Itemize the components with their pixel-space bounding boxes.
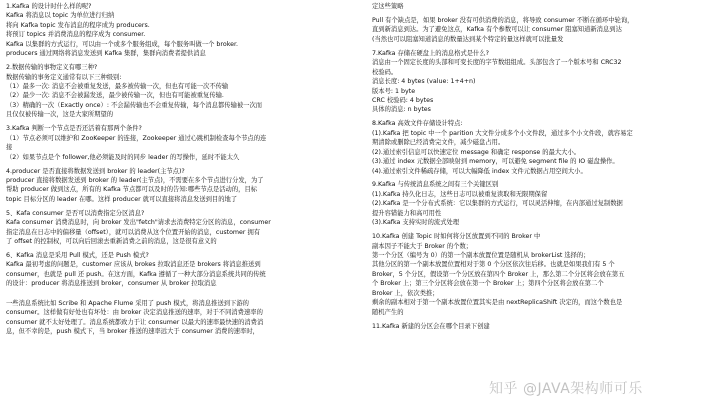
text-line: Broker，5 个分区，假设第一个分区放在第四个 Broker 上，那么第二个分区将会放在第五 <box>372 270 625 278</box>
text-line: Broker 上，依次类推； <box>372 289 439 297</box>
text-line: (2).Kafka 是一个分布式系统：它以集群的方式运行，可以灵活伸缩，在内部通过复制数据 <box>372 200 623 208</box>
text-line: 直到新消息到达。为了避免这点，Kafka 有个参数可以让 consumer 阻塞知道新消息到达 <box>372 26 622 34</box>
watermark: 知乎 @JAVA架构师可乐 <box>489 381 643 397</box>
section-q6d <box>372 16 714 44</box>
text-line: 接 <box>6 144 13 152</box>
text-line: (4).通过索引文件稀疏存储，可以大幅降低 index 文件元数据占用空间大小。 <box>372 167 587 175</box>
section-heading: 10.Kafka 创建 Topic 时如何将分区放置到不同的 Broker 中 <box>372 233 541 241</box>
text-line: (3).Kafka 支持实时的流式处理 <box>372 219 460 227</box>
section-q9 <box>372 180 714 227</box>
text-line: 期清除或删除已经消费完文件，减少磁盘占用。 <box>372 139 505 147</box>
text-line: 校验码。 <box>372 68 398 76</box>
text-line: (当然也可以阻塞知道消息的数量达到某个特定的量这样就可以批量发 <box>372 35 564 43</box>
text-line: 版本号: 1 byte <box>372 87 416 95</box>
text-line: 帮助 producer 做到这点，所有的 Kafka 节点都可以及时的告知:哪些节点是活动的，目标 <box>6 186 258 194</box>
section-q11 <box>372 322 714 331</box>
section-q6c <box>372 2 714 11</box>
section-heading: Pull 有个缺点是，如果 broker 没有可供消费的消息，将导致 consumer 不断在循环中轮询， <box>372 16 634 24</box>
section-q7 <box>372 49 714 115</box>
section-q10 <box>372 232 714 317</box>
section-heading: 7.Kafka 存储在硬盘上的消息格式是什么? <box>372 49 489 57</box>
text-line: consumer，也就是 pull 还 push。在这方面，Kafka 遵循了一种大部分消息系统共同的传统 <box>6 270 266 278</box>
text-line: producer 直接将数据发送到 broker 的 leader(主节点)，不需要在多个节点进行分发，为了 <box>6 176 264 184</box>
section-q6b <box>6 299 358 337</box>
text-line: (1).Kafka 持久化日志，这些日志可以被重复读取和无限期保留 <box>372 190 548 198</box>
text-line: (1).Kafka 把 topic 中一个 parition 大文件分成多个小文件段，通过多个小文件段，就容易定 <box>372 129 633 137</box>
right-column <box>372 2 714 331</box>
text-line: producers 通过网络将消息发送到 Kafka 集群，集群向消费者提供消息 <box>6 50 206 58</box>
text-line: consumer。这样做有好处也有坏处：由 broker 决定消息推送的速率，对于不同消费速率的 <box>6 309 263 317</box>
section-q1 <box>6 2 358 59</box>
text-line: 其他分区的第一个副本放置位置相对于第 0 个分区依次往后移。也就是如果我们有 5 个 <box>372 261 615 269</box>
text-line: 个 Broker 上；第三个分区将会放在第一个 Broker 上；第四个分区将会放在第二个 <box>372 280 604 288</box>
section-q6 <box>6 251 358 289</box>
left-column <box>6 2 358 337</box>
text-line: topic 目标分区的 leader 在哪。这样 producer 就可以直接将消息发送到目的地了 <box>6 195 238 203</box>
text-line: 了 offset 的控制权，可以向后回滚去重新消费之前的消息，这是很有意义的 <box>6 238 217 246</box>
text-line: Kafka 以集群的方式运行，可以由一个或多个服务组成，每个服务叫做一个 broker. <box>6 40 239 48</box>
text-line: （1）节点必须可以维护和 ZooKeeper 的连接，Zookeeper 通过心跳机制检查每个节点的连 <box>6 134 267 142</box>
section-q2 <box>6 63 358 120</box>
text-line: 消息由一个固定长度的头部和可变长度的字节数组组成。头部包含了一个版本号和 CRC32 <box>372 59 622 67</box>
text-line: 具体的消息: n bytes <box>372 106 431 114</box>
text-line: CRC 校验码: 4 bytes <box>372 96 434 104</box>
text-line: Kafa consumer 消费消息时，向 broker 发出"fetch"请求去消费特定分区的消息，consumer <box>6 219 271 227</box>
section-heading: 8.Kafka 高效文件存储设计特点: <box>372 120 463 128</box>
section-heading: 定这些策略 <box>372 3 404 10</box>
section-heading: 5、Kafa consumer 是否可以消费指定分区消息? <box>6 209 145 217</box>
text-line: consumer 就不太好处理了。消息系统都致力于让 consumer 以最大的速率最快速的消费消 <box>6 318 264 326</box>
section-heading: 11.Kafka 新建的分区会在哪个目录下创建 <box>372 322 490 330</box>
section-q3 <box>6 124 358 162</box>
text-line: (3).通过 index 元数据全部映射到 memory，可以避免 segment file 的 IO 磁盘操作。 <box>372 158 619 166</box>
text-line: 提升容错能力和高可用性 <box>372 209 442 217</box>
text-line: 指定消息在日志中的偏移量（offset），就可以消费从这个位置开始的消息，customer 拥有 <box>6 228 261 236</box>
section-heading: 一些消息系统比如 Scribe 和 Apache Flume 采用了 push 模式，将消息推送到下游的 <box>6 299 249 307</box>
section-heading: 6、Kafka 消息是采用 Pull 模式，还是 Push 模式? <box>6 252 149 259</box>
text-line: 消息长度: 4 bytes (value: 1+4+n) <box>372 78 476 86</box>
section-q8 <box>372 119 714 176</box>
text-line: (2).通过索引信息可以快速定位 message 和确定 response 的最大大小。 <box>372 148 581 156</box>
section-q5 <box>6 209 358 247</box>
section-heading: 4.producer 是否直接将数据发送到 broker 的 leader(主节点)? <box>6 167 185 175</box>
text-line: 随机产生的 <box>372 308 404 316</box>
text-line: Kafka 将消息以 topic 为单位进行归纳 <box>6 12 115 20</box>
section-gap <box>6 289 358 299</box>
section-heading: 2.数据传输的事物定义有哪三种? <box>6 64 98 72</box>
text-line: （1）最多一次: 消息不会被重复发送，最多被传输一次，但也有可能一次不传输 <box>6 83 229 90</box>
text-line: 息，但不幸的是，push 模式下，当 broker 推送的速率远大于 consumer 消费的速率时， <box>6 328 259 336</box>
text-line: 的设计：producer 将消息推送到 broker，consumer 从 broker 拉取消息 <box>6 280 217 288</box>
section-q4 <box>6 167 358 205</box>
section-heading: 1.Kafka 的设计时什么样的呢? <box>6 3 92 10</box>
text-line: （3）精确的一次（Exactly once）: 不会漏传输也不会重复传输，每个消息都传输被一次而 <box>6 101 263 109</box>
text-line: （2）如果节点是个 follower,他必须能及时的同步 leader 的写操作，延时不能太久 <box>6 153 240 161</box>
text-line: 剩余的副本相对于第一个副本放置位置其实是由 nextReplicaShift 决定的，而这个数也是 <box>372 299 623 307</box>
text-line: 将向 Kafka topic 发布消息的程序成为 producers. <box>6 21 150 29</box>
text-line: 且仅仅被传输一次，这是大家所期望的 <box>6 111 114 119</box>
text-line: 将预订 topics 并消费消息的程序成为 consumer. <box>6 31 146 39</box>
text-line: 副本因子不能大于 Broker 的个数； <box>372 242 473 250</box>
text-line: 第一个分区（编号为 0）的第一个副本放置位置是随机从 brokerList 选择的； <box>372 252 590 259</box>
text-line: Kafka 最初考虑的问题是，customer 应该从 brokes 拉取消息还是 brokers 将消息推送到 <box>6 261 261 269</box>
text-line: （2）最少一次: 消息不会被漏发送，最少被传输一次，但也有可能被重复传输. <box>6 92 224 100</box>
text-line: 数据传输的事务定义通常有以下三种级别: <box>6 73 122 81</box>
section-heading: 9.Kafka 与传统消息系统之间有三个关键区别 <box>372 181 499 189</box>
section-heading: 3.Kafka 判断一个节点是否还活着有那两个条件? <box>6 125 142 133</box>
